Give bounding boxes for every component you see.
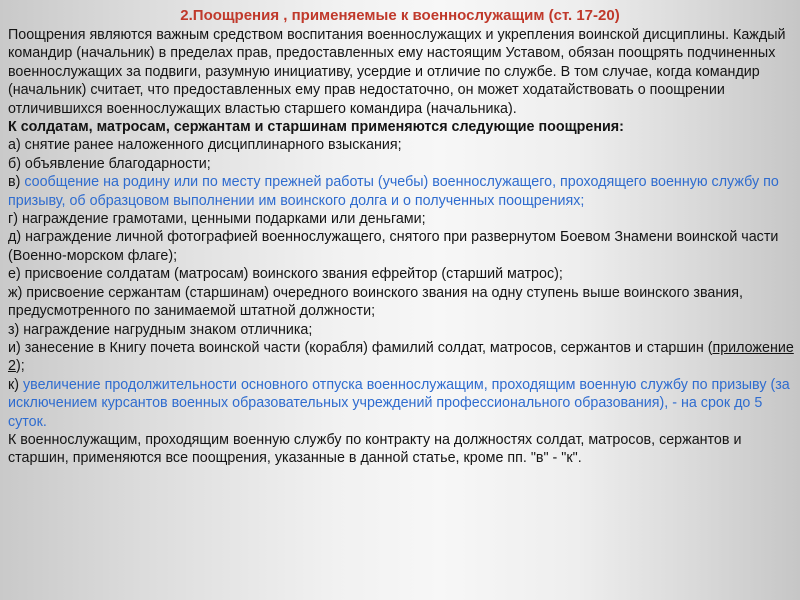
awards-heading: К солдатам, матросам, сержантам и старшинам применяются следующие поощрения: [8, 119, 624, 136]
list-item-b: б) объявление благодарности; [8, 155, 211, 172]
slide-body [8, 26, 796, 468]
list-item-v-text: сообщение на родину или по месту прежней работы (учебы) военнослужащего, проходящего военную службу по призыву, об образцовом выполнении им воинского долга и о полученных поощрениях; [8, 174, 779, 209]
list-item-d: д) награждение личной фотографией военнослужащего, снятого при развернутом Боевом Знамени воинской части (Военно-морском флаге); [8, 229, 779, 264]
list-item-g: г) награждение грамотами, ценными подарками или деньгами; [8, 211, 426, 228]
list-item-e: е) присвоение солдатам (матросам) воинского звания ефрейтор (старший матрос); [8, 266, 563, 283]
list-item-a: а) снятие ранее наложенного дисциплинарного взыскания; [8, 137, 402, 154]
list-item-i-text: и) занесение в Книгу почета воинской части (корабля) фамилий солдат, матросов, сержантов и старшин ( [8, 339, 713, 356]
contract-paragraph: К военнослужащим, проходящим военную службу по контракту на должностях солдат, матросов, сержантов и старшин, применяются все поощрения, указанные в данной статье, кроме пп. "в" - "к". [8, 431, 742, 467]
list-item-k [8, 376, 796, 431]
list-item-k-prefix: к) [8, 376, 20, 393]
slide-title: 2.Поощрения , применяемые к военнослужащим (ст. 17-20) [180, 7, 620, 24]
list-item-k-text: увеличение продолжительности основного отпуска военнослужащим, проходящим военную службу по призыву (за исключением курсантов военных образовательных учреждений профессионального образования), - на срок до 5 суток. [8, 376, 790, 430]
list-item-i [8, 339, 796, 376]
list-item-z: з) награждение нагрудным знаком отличника; [8, 321, 313, 338]
list-item-i-end: ); [15, 358, 25, 375]
list-item-v [8, 173, 796, 210]
list-item-v-prefix: в) [8, 174, 21, 191]
intro-paragraph: Поощрения являются важным средством воспитания военнослужащих и укрепления воинской дисциплины. Каждый командир (начальник) в пределах прав, предоставленных ему настоящим Уставом, обязан поощрять подчиненных военнослужащих за подвиги, разумную инициативу, усердие и отличие по службе. В том случае, когда командир (начальник) считает, что предоставленных ему прав недостаточно, он может ходатайствовать о поощрении отличившихся военнослужащих властью старшего командира (начальника). [8, 27, 786, 117]
appendix-2-link[interactable]: приложение 2 [8, 339, 794, 375]
list-item-zh: ж) присвоение сержантам (старшинам) очередного воинского звания на одну ступень выше воинского звания, предусмотренного по занимаемой штатной должности; [8, 284, 743, 320]
